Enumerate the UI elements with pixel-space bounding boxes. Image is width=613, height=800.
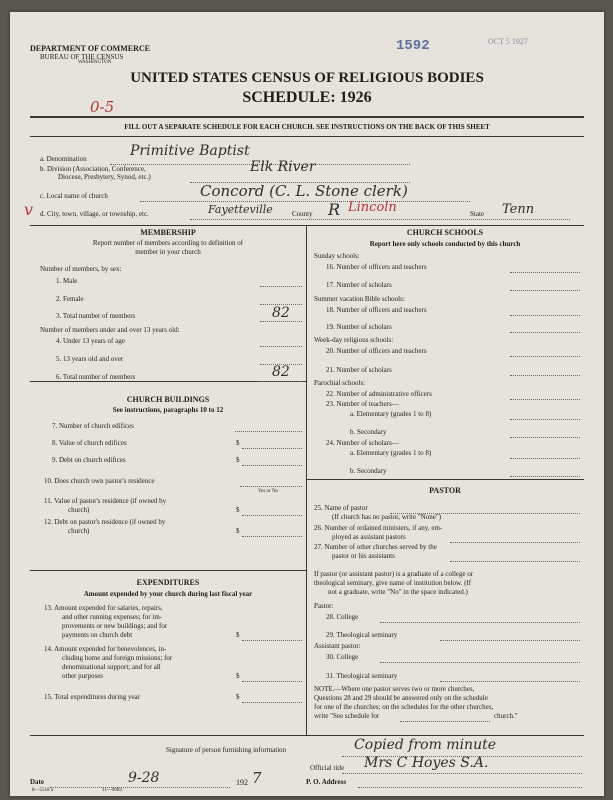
state-label: State bbox=[470, 210, 484, 218]
po-address-label: P. O. Address bbox=[306, 778, 347, 786]
q2-female-label: 2. Female bbox=[56, 295, 84, 303]
q1-male-label: 1. Male bbox=[56, 277, 78, 285]
q19-label: 19. Number of scholars bbox=[326, 323, 392, 331]
q14-label-3: denominational support; and for all bbox=[62, 663, 161, 671]
check-mark: v bbox=[24, 200, 34, 219]
bureau-title: BUREAU OF THE CENSUS bbox=[40, 53, 124, 61]
parochial-label: Parochial schools: bbox=[314, 379, 366, 387]
official-title-value: Mrs C Hoyes S.A. bbox=[364, 755, 489, 771]
q10-label: 10. Does church own pastor's residence bbox=[44, 477, 155, 485]
year-value: 7 bbox=[252, 769, 262, 787]
q26-label: 26. Number of ordained ministers, if any, em- bbox=[314, 524, 443, 532]
church-name-label: c. Local name of church bbox=[40, 192, 108, 200]
q25-hint: (If church has no pastor, write "None") bbox=[332, 513, 442, 521]
q13-label-3: provements or new buildings; and for bbox=[62, 622, 168, 630]
q26-label-2: ployed as assistant pastors bbox=[332, 533, 406, 541]
summer-label: Summer vacation Bible schools: bbox=[314, 295, 405, 303]
pastor-sublabel: Pastor: bbox=[314, 602, 334, 610]
signature-label: Signature of person furnishing information bbox=[166, 746, 287, 754]
q27-label: 27. Number of other churches served by the bbox=[314, 543, 437, 551]
members-by-sex-label: Number of members, by sex: bbox=[40, 265, 122, 273]
sunday-label: Sunday schools: bbox=[314, 252, 360, 260]
division-value: Elk River bbox=[250, 159, 316, 175]
red-annotation: 0-5 bbox=[90, 98, 115, 116]
q8-dollar: $ bbox=[236, 439, 240, 447]
print-number: 11—9084 bbox=[102, 788, 122, 793]
q17-label: 17. Number of scholars bbox=[326, 281, 392, 289]
q24b-label: b. Secondary bbox=[350, 467, 387, 475]
department-title: DEPARTMENT OF COMMERCE bbox=[30, 44, 151, 53]
date-value: 9-28 bbox=[128, 770, 160, 786]
q23-label: 23. Number of teachers— bbox=[326, 400, 399, 408]
q9-dollar: $ bbox=[236, 456, 240, 464]
q14-label-4: other purposes bbox=[62, 672, 104, 680]
q30-label: 30. College bbox=[326, 653, 359, 661]
q24-label: 24. Number of scholars— bbox=[326, 439, 399, 447]
signature-value: Copied from minute bbox=[354, 737, 497, 753]
q31-label: 31. Theological seminary bbox=[326, 672, 398, 680]
q13-label-2: and other running expenses; for im- bbox=[62, 613, 163, 621]
q29-label: 29. Theological seminary bbox=[326, 631, 398, 639]
denomination-value: Primitive Baptist bbox=[130, 143, 250, 159]
division-label: b. Division (Association, Conference, bbox=[40, 165, 146, 173]
q12-label-2: church) bbox=[68, 527, 90, 535]
q8-label: 8. Value of church edifices bbox=[52, 439, 127, 447]
q20-label: 20. Number of officers and teachers bbox=[326, 347, 427, 355]
q5-over13-label: 5. 13 years old and over bbox=[56, 355, 124, 363]
instruction-banner: FILL OUT A SEPARATE SCHEDULE FOR EACH CHURCH. SEE INSTRUCTIONS ON THE BACK OF THIS SHEET bbox=[124, 123, 490, 131]
q23a-label: a. Elementary (grades 1 to 8) bbox=[350, 410, 432, 418]
q21-label: 21. Number of scholars bbox=[326, 366, 392, 374]
date-label: Date bbox=[30, 778, 44, 786]
q15-dollar: $ bbox=[236, 693, 240, 701]
q11-label: 11. Value of pastor's residence (if owned by bbox=[44, 497, 167, 505]
q18-label: 18. Number of officers and teachers bbox=[326, 306, 427, 314]
q14-label-2: cluding home and foreign missions; for bbox=[62, 654, 173, 662]
q13-dollar: $ bbox=[236, 631, 240, 639]
pastor-note-4: write "See schedule for bbox=[314, 712, 380, 720]
denomination-label: a. Denomination bbox=[40, 155, 87, 163]
q11-dollar: $ bbox=[236, 506, 240, 514]
q14-dollar: $ bbox=[236, 672, 240, 680]
pastor-note-1: NOTE.—Where one pastor serves two or more churches, bbox=[314, 685, 475, 693]
state-value: Tenn bbox=[502, 202, 535, 217]
buildings-sub: See instructions, paragraphs 10 to 12 bbox=[112, 406, 224, 414]
form-title: UNITED STATES CENSUS OF RELIGIOUS BODIES bbox=[130, 70, 484, 86]
q3-total-value: 82 bbox=[272, 305, 290, 321]
pastor-note-5: church." bbox=[494, 712, 518, 720]
q12-dollar: $ bbox=[236, 527, 240, 535]
q12-label: 12. Debt on pastor's residence (if owned by bbox=[44, 518, 166, 526]
church-name-value: Concord (C. L. Stone clerk) bbox=[200, 182, 408, 200]
form-number: 8—5518 a bbox=[32, 788, 53, 793]
county-value: R bbox=[328, 200, 341, 219]
schools-title: CHURCH SCHOOLS bbox=[406, 228, 484, 237]
pastor-note-3: for one of the churches; on the schedules for the other churches, bbox=[314, 703, 494, 711]
expenditures-title: EXPENDITURES bbox=[136, 578, 200, 587]
weekday-label: Week-day religious schools: bbox=[314, 336, 394, 344]
county-correction: Lincoln bbox=[348, 200, 397, 215]
q28-label: 28. College bbox=[326, 613, 359, 621]
stamp-number: 1592 bbox=[396, 38, 430, 54]
pastor-note-2: Questions 28 and 29 should be answered only on the schedule bbox=[314, 694, 488, 702]
q14-label: 14. Amount expended for benevolences, in- bbox=[44, 645, 167, 653]
q22-label: 22. Number of administrative officers bbox=[326, 390, 432, 398]
city-label: WASHINGTON bbox=[78, 60, 112, 65]
pastor-title: PASTOR bbox=[429, 486, 461, 495]
buildings-title: CHURCH BUILDINGS bbox=[126, 395, 210, 404]
city-label: d. City, town, village, or township, etc. bbox=[40, 210, 149, 218]
form-subtitle: SCHEDULE: 1926 bbox=[242, 89, 372, 106]
q6-total-value: 82 bbox=[272, 364, 290, 380]
city-value: Fayetteville bbox=[208, 203, 273, 216]
membership-sub1: Report number of members according to definition of bbox=[92, 239, 244, 247]
q7-label: 7. Number of church edifices bbox=[52, 422, 134, 430]
grad-note-3: not a graduate, write "No" in the space indicated.) bbox=[328, 588, 468, 596]
q13-label-4: payments on church debt bbox=[62, 631, 133, 639]
q3-total-label: 3. Total number of members bbox=[56, 312, 136, 320]
q4-under13-label: 4. Under 13 years of age bbox=[56, 337, 125, 345]
q24a-label: a. Elementary (grades 1 to 8) bbox=[350, 449, 432, 457]
membership-sub2: member in your church bbox=[135, 248, 201, 256]
yes-no-hint: Yes or No bbox=[258, 489, 279, 494]
grad-note-1: If pastor (or assistant pastor) is a graduate of a college or bbox=[314, 570, 474, 578]
membership-title: MEMBERSHIP bbox=[140, 228, 196, 237]
q27-label-2: pastor or his assistants bbox=[332, 552, 395, 560]
q25-label: 25. Name of pastor bbox=[314, 504, 368, 512]
under-over-label: Number of members under and over 13 years old: bbox=[40, 326, 180, 334]
q13-label: 13. Amount expended for salaries, repairs, bbox=[44, 604, 163, 612]
asst-pastor-sublabel: Assistant pastor: bbox=[314, 642, 361, 650]
year-prefix: 192 bbox=[236, 778, 248, 787]
q23b-label: b. Secondary bbox=[350, 428, 387, 436]
census-form-page bbox=[10, 12, 604, 796]
q9-label: 9. Debt on church edifices bbox=[52, 456, 126, 464]
q6-total-label: 6. Total number of members bbox=[56, 373, 136, 381]
expenditures-sub: Amount expended by your church during last fiscal year bbox=[83, 590, 253, 598]
grad-note-2: theological seminary, give name of institution below. (If bbox=[314, 579, 472, 587]
q15-label: 15. Total expenditures during year bbox=[44, 693, 140, 701]
county-label: County bbox=[292, 210, 313, 218]
q11-label-2: church) bbox=[68, 506, 90, 514]
received-date-stamp: OCT 5 1927 bbox=[488, 37, 528, 46]
official-title-label: Official title bbox=[310, 764, 345, 772]
q16-label: 16. Number of officers and teachers bbox=[326, 263, 427, 271]
schools-sub: Report here only schools conducted by this church bbox=[369, 240, 521, 248]
division-label-2: Diocese, Presbytery, Synod, etc.) bbox=[58, 173, 151, 181]
